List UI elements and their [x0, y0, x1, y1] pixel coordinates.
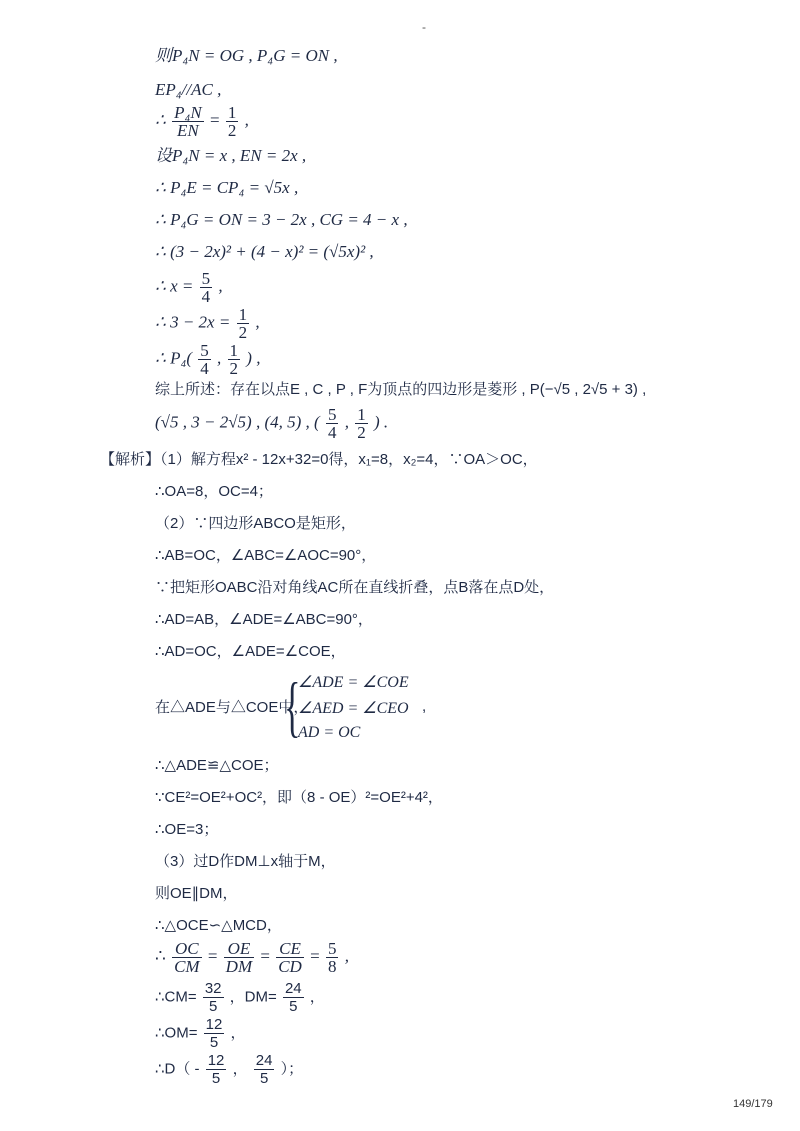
- analysis-line-9: ∴△ADE≌△COE；: [155, 757, 279, 774]
- line-p4-coords: ∴ P₄( $\frac{5}{4}$ , $\frac{1}{2}$ ) ,: [155, 341, 261, 378]
- system-comma: ,: [422, 698, 427, 715]
- analysis-line-14: ∴△OCE∽△MCD，: [155, 917, 282, 934]
- fraction: $\frac{5}{4}$: [201, 269, 211, 306]
- analysis-line-7: ∴AD=OC，∠ADE=∠COE，: [155, 643, 346, 660]
- fraction: $\frac{1}{2}$: [229, 341, 239, 378]
- line-x-value: ∴ x = $\frac{5}{4}$ ,: [155, 269, 223, 306]
- analysis-line-1: 【解析】（1）解方程x² - 12x+32=0得，x₁=8，x₂=4，∵OA＞OC，: [100, 451, 538, 468]
- analysis-line-16: ∴CM= $\frac{32}{5}$ ，DM= $\frac{24}{5}$ ，: [155, 980, 325, 1015]
- line-ep4-parallel: EP₄//AC ,: [155, 80, 222, 99]
- analysis-line-6: ∴AD=AB，∠ADE=∠ABC=90°，: [155, 611, 373, 628]
- fraction: $\frac{1}{2}$: [227, 103, 237, 140]
- line-ratio: ∴ $\frac{\text{P₄N}}{EN}$ = $\frac{1}{2}$ ,: [155, 103, 249, 140]
- fraction: $\frac{OE}{DM}$: [225, 939, 253, 976]
- line-conclusion-points: (√5 , 3 − 2√5) , (4, 5) , ( $\frac{5}{4}$ , $\frac{1}{2}$ ) .: [155, 405, 389, 442]
- analysis-line-8: 在△ADE与△COE中，: [155, 699, 309, 716]
- analysis-line-3: （2）∵四边形ABCO是矩形，: [155, 515, 356, 532]
- analysis-line-18: ∴D（ - $\frac{12}{5}$ ， $\frac{24}{5}$ ）；: [155, 1052, 304, 1087]
- system-row-2: ∠AED = ∠CEO: [298, 700, 409, 717]
- page-number: 149/179: [733, 1098, 773, 1110]
- analysis-line-13: 则OE∥DM，: [155, 885, 238, 902]
- fraction: $\frac{12}{5}$: [205, 1016, 223, 1051]
- fraction: $\frac{CE}{CD}$: [278, 939, 302, 976]
- analysis-line-11: ∴OE=3；: [155, 821, 219, 838]
- analysis-line-17: ∴OM= $\frac{12}{5}$ ，: [155, 1016, 246, 1051]
- analysis-line-2: ∴OA=8，OC=4；: [155, 483, 273, 500]
- line-3-2x: ∴ 3 − 2x = $\frac{1}{2}$ ,: [155, 305, 260, 342]
- line-p4g: ∴ P₄G = ON = 3 − 2x , CG = 4 − x ,: [155, 210, 408, 229]
- fraction: $\frac{5}{4}$: [200, 341, 209, 378]
- fraction: $\frac{12}{5}$: [207, 1052, 225, 1087]
- line-p4e: ∴ P₄E = CP₄ = √5x ,: [155, 178, 299, 197]
- fraction: $\frac{1}{2}$: [238, 305, 248, 342]
- analysis-line-10: ∵CE²=OE²+OC²，即（8 - OE）²=OE²+4²，: [155, 789, 443, 806]
- analysis-line-5: ∵把矩形OABC沿对角线AC所在直线折叠，点B落在点D处，: [155, 579, 555, 596]
- analysis-line-15: ∴ $\frac{OC}{CM}$ = $\frac{OE}{DM}$ = $\frac{CE}{CD}$ = $\frac{5}{8}$ ,: [155, 939, 349, 976]
- analysis-line-12: （3）过D作DM⊥x轴于M，: [155, 853, 336, 870]
- line-equation: ∴ (3 − 2x)² + (4 − x)² = (√5x)² ,: [155, 242, 374, 261]
- fraction: $\frac{24}{5}$: [255, 1052, 273, 1087]
- fraction: $\frac{OC}{CM}$: [174, 939, 200, 976]
- system-row-1: ∠ADE = ∠COE: [298, 674, 409, 691]
- line-conclusion: 综上所述：存在以点E , C , P , F为顶点的四边形是菱形 , P(−√5 , 2√5 + 3) ,: [155, 381, 647, 398]
- analysis-line-4: ∴AB=OC，∠ABC=∠AOC=90°，: [155, 547, 377, 564]
- system-row-3: AD = OC: [298, 724, 361, 741]
- header-mark: -: [422, 20, 426, 34]
- fraction: $\frac{\text{P₄N}}{EN}$: [174, 103, 202, 140]
- fraction: $\frac{5}{4}$: [327, 405, 337, 442]
- fraction: $\frac{1}{2}$: [357, 405, 366, 442]
- fraction: $\frac{24}{5}$: [284, 980, 302, 1015]
- system-brace: {: [284, 668, 301, 744]
- fraction: $\frac{32}{5}$: [204, 980, 222, 1015]
- line-let-x: 设P₄N = x , EN = 2x ,: [155, 146, 307, 165]
- fraction: $\frac{5}{8}$: [327, 939, 337, 976]
- analysis-label: 【解析】: [100, 451, 161, 468]
- line-p4n: 则P₄N = OG , P₄G = ON ,: [155, 46, 338, 65]
